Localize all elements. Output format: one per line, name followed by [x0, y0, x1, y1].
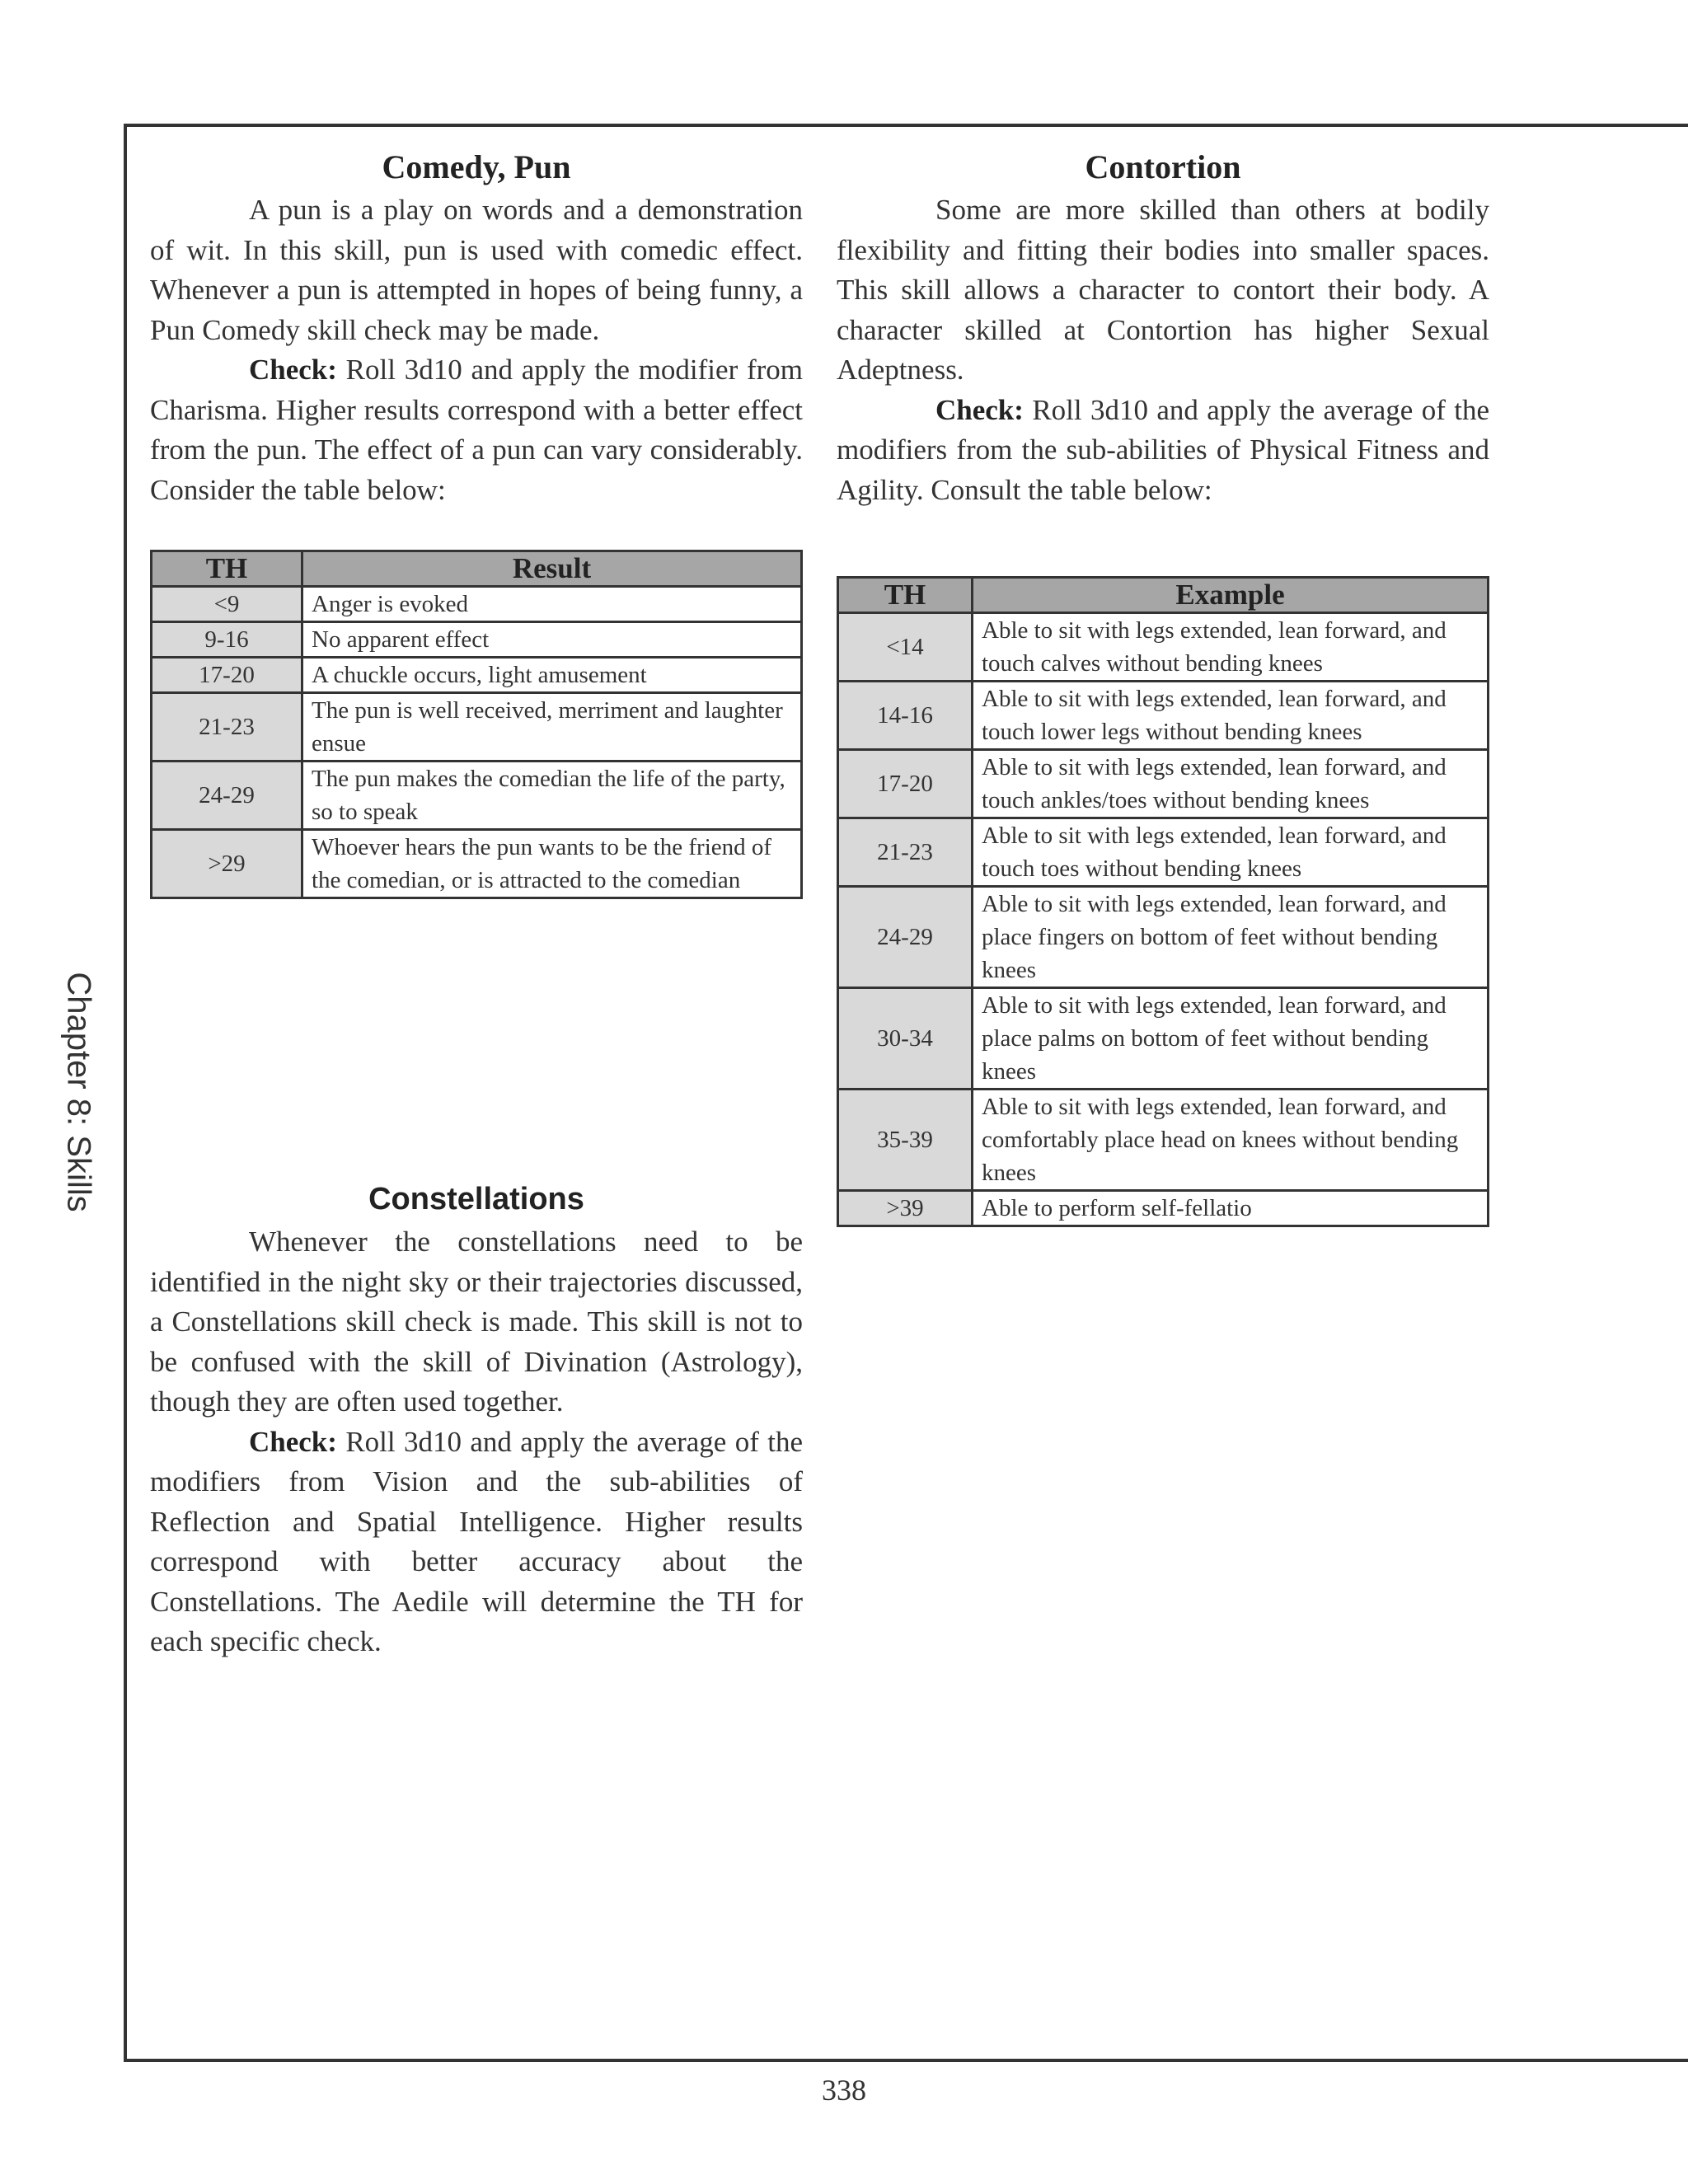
- example-cell: Able to sit with legs extended, lean forward, and place palms on bottom of feet without bending knees: [973, 988, 1489, 1090]
- check-label: Check:: [249, 354, 337, 386]
- pun-result-table: [150, 550, 803, 899]
- table-row: [838, 682, 1489, 750]
- left-column: [150, 144, 803, 1657]
- table-row: [152, 693, 802, 762]
- table-header-row: [152, 551, 802, 587]
- example-cell: Able to sit with legs extended, lean forward, and comfortably place head on knees without bending knees: [973, 1090, 1489, 1191]
- contortion-check-text: Roll 3d10 and apply the average of the modifiers from the sub-abilities of Physical Fitness and Agility. Consult the table below:: [837, 393, 1489, 506]
- table-row: [838, 818, 1489, 887]
- th-cell: 35-39: [838, 1090, 973, 1191]
- table-row: [838, 1090, 1489, 1191]
- example-cell: Able to sit with legs extended, lean forward, and touch lower legs without bending knees: [973, 682, 1489, 750]
- page-number: 338: [822, 2074, 866, 2107]
- contortion-check: [837, 391, 1489, 511]
- example-column-header: Example: [973, 578, 1489, 613]
- example-cell: Able to sit with legs extended, lean forward, and place fingers on bottom of feet without bending knees: [973, 887, 1489, 988]
- th-cell: 14-16: [838, 682, 973, 750]
- table-header-row: [838, 578, 1489, 613]
- table-row: [152, 587, 802, 622]
- th-cell: >29: [152, 830, 302, 898]
- table-row: [152, 622, 802, 658]
- th-cell: <14: [838, 613, 973, 682]
- result-cell: The pun makes the comedian the life of the party, so to speak: [302, 762, 802, 830]
- table-row: [838, 887, 1489, 988]
- th-cell: 24-29: [838, 887, 973, 988]
- comedy-pun-check: [150, 350, 803, 510]
- example-cell: Able to sit with legs extended, lean forward, and touch calves without bending knees: [973, 613, 1489, 682]
- contortion-intro: Some are more skilled than others at bodily flexibility and fitting their bodies into smaller spaces. This skill allows a character to contort their body. A character skilled at Contortion has higher Sexual Adeptness.: [837, 194, 1489, 386]
- th-column-header: TH: [152, 551, 302, 587]
- check-label: Check:: [249, 1425, 337, 1458]
- th-cell: 17-20: [152, 658, 302, 693]
- comedy-pun-check-text: Roll 3d10 and apply the modifier from Charisma. Higher results correspond with a better effect from the pun. The effect of a pun can vary considerably. Consider the table below:: [150, 354, 803, 506]
- table-row: [838, 988, 1489, 1090]
- table-row: [152, 762, 802, 830]
- example-cell: Able to sit with legs extended, lean forward, and touch toes without bending knees: [973, 818, 1489, 887]
- example-cell: Able to sit with legs extended, lean forward, and touch ankles/toes without bending knees: [973, 750, 1489, 818]
- result-cell: Anger is evoked: [302, 587, 802, 622]
- contortion-title: Contortion: [1085, 148, 1241, 185]
- chapter-label-text: Chapter 8: Skills: [60, 972, 97, 1212]
- th-cell: 9-16: [152, 622, 302, 658]
- comedy-pun-title: Comedy, Pun: [382, 148, 571, 185]
- th-cell: 21-23: [838, 818, 973, 887]
- result-cell: No apparent effect: [302, 622, 802, 658]
- th-cell: 21-23: [152, 693, 302, 762]
- constellations-check-text: Roll 3d10 and apply the average of the modifiers from Vision and the sub-abilities of Reflection and Spatial Intelligence. Higher results correspond with better accuracy about the Constellations. The Aedile will determine the TH for each specific check.: [150, 1425, 803, 1657]
- th-column-header: TH: [838, 578, 973, 613]
- constellations-title: Constellations: [368, 1182, 584, 1216]
- contortion-example-table: [837, 576, 1489, 1227]
- check-label: Check:: [935, 393, 1024, 426]
- th-cell: <9: [152, 587, 302, 622]
- contortion-section: [837, 144, 1489, 510]
- result-cell: A chuckle occurs, light amusement: [302, 658, 802, 693]
- example-cell: Able to perform self-fellatio: [973, 1191, 1489, 1226]
- constellations-check: [150, 1422, 803, 1662]
- th-cell: 30-34: [838, 988, 973, 1090]
- result-cell: Whoever hears the pun wants to be the friend of the comedian, or is attracted to the comedian: [302, 830, 802, 898]
- th-cell: 24-29: [152, 762, 302, 830]
- comedy-pun-intro: A pun is a play on words and a demonstration of wit. In this skill, pun is used with comedic effect. Whenever a pun is attempted in hopes of being funny, a Pun Comedy skill check may be made.: [150, 194, 803, 346]
- comedy-pun-section: [150, 144, 803, 510]
- result-column-header: Result: [302, 551, 802, 587]
- table-row: [838, 1191, 1489, 1226]
- right-column: [837, 144, 1489, 1221]
- table-row: [152, 658, 802, 693]
- table-row: [152, 830, 802, 898]
- th-cell: >39: [838, 1191, 973, 1226]
- result-cell: The pun is well received, merriment and laughter ensue: [302, 693, 802, 762]
- constellations-section: [150, 1176, 803, 1662]
- constellations-intro: Whenever the constellations need to be identified in the night sky or their trajectories discussed, a Constellations skill check is made. This skill is not to be confused with the skill of Divination (Astrology), though they are often used together.: [150, 1226, 803, 1418]
- th-cell: 17-20: [838, 750, 973, 818]
- table-row: [838, 750, 1489, 818]
- table-row: [838, 613, 1489, 682]
